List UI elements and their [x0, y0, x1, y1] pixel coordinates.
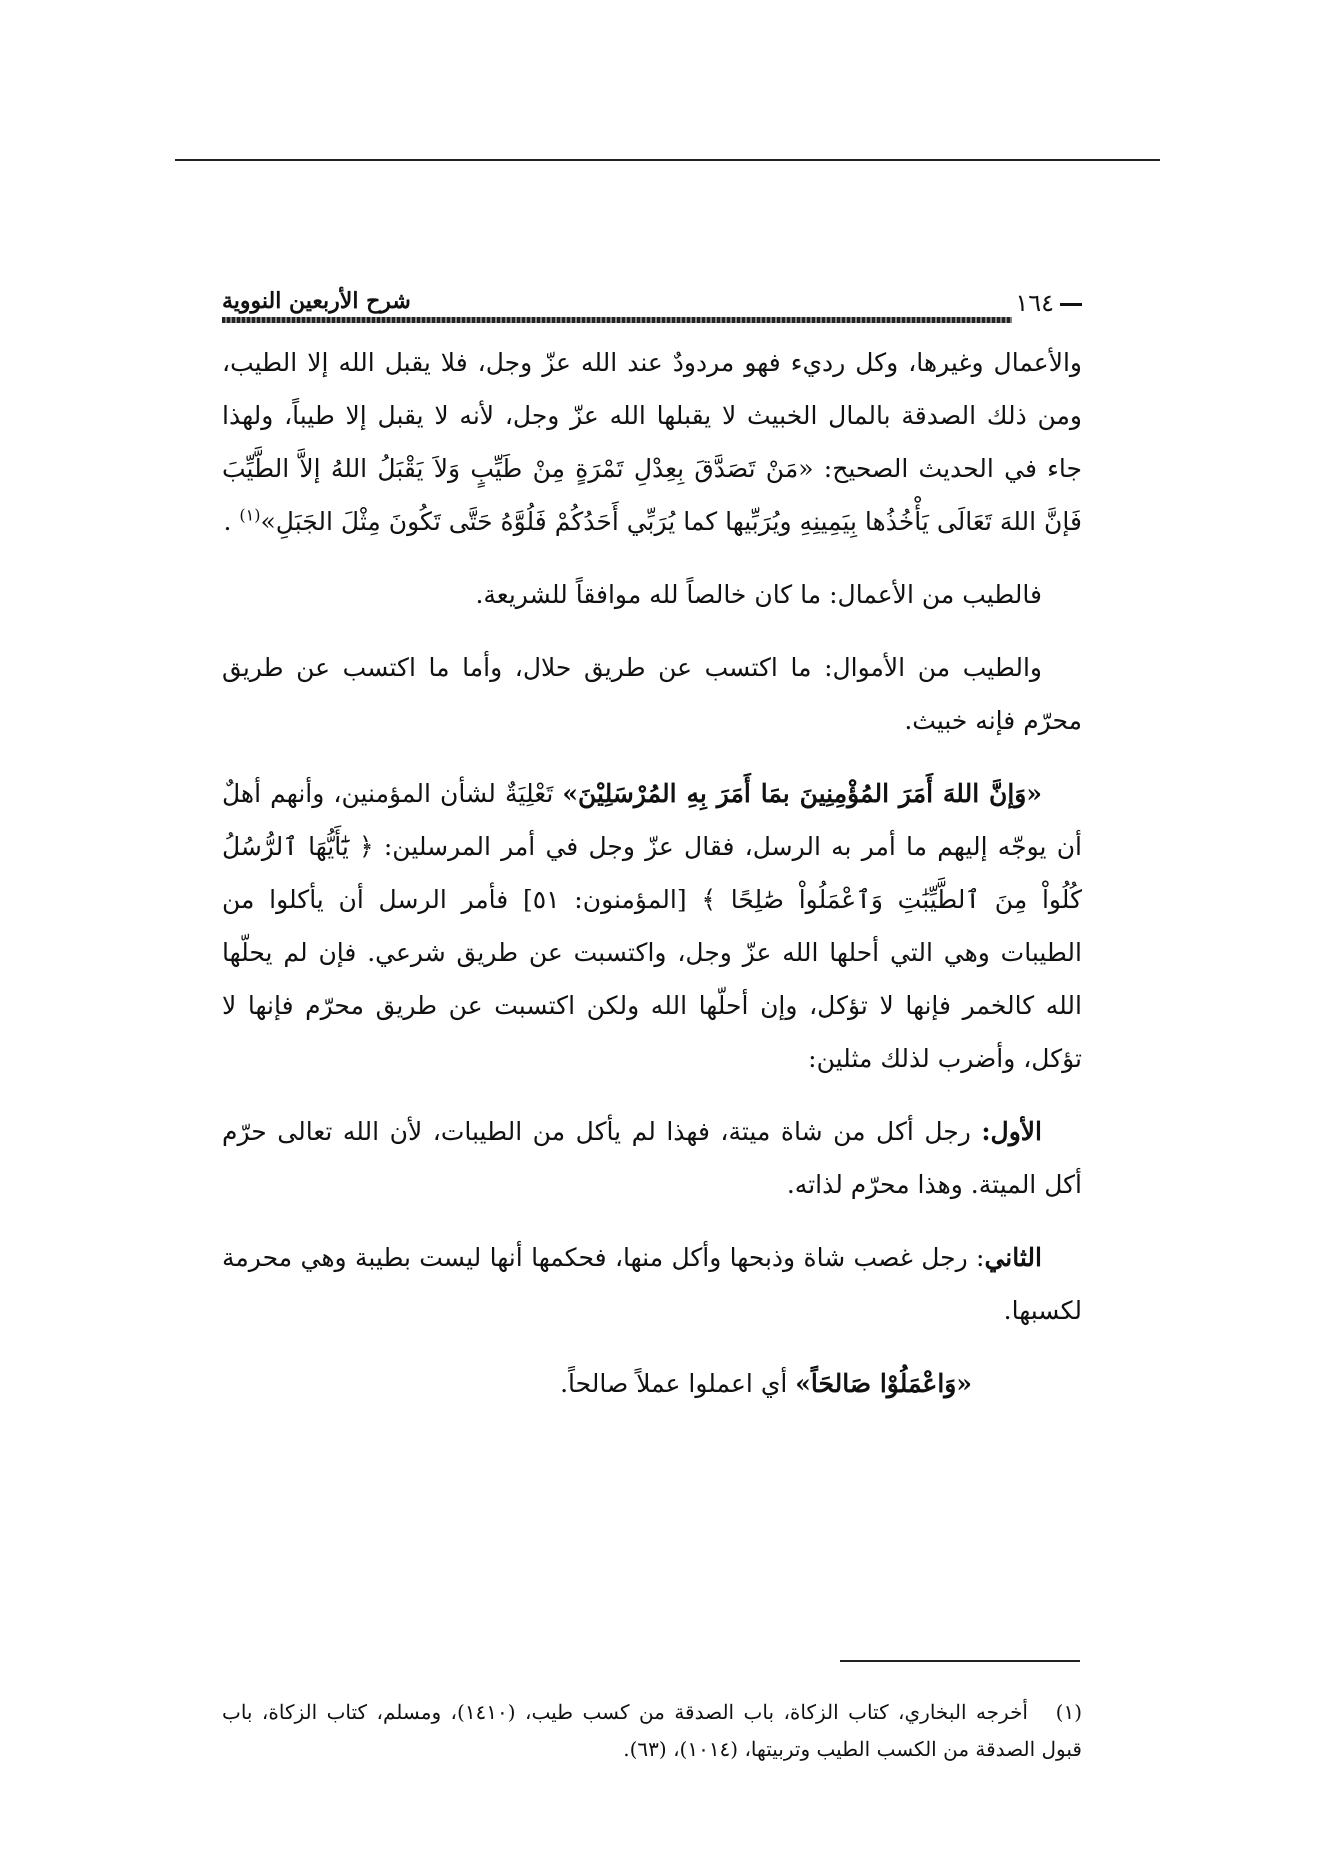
footnote-text: أخرجه البخاري، كتاب الزكاة، باب الصدقة من كسب طيب، (١٤١٠)، ومسلم، كتاب الزكاة، باب قبول الصدقة من الكسب الطيب وتربيتها، (١٠١٤)، (٦٣).	[222, 1700, 1082, 1761]
example-first-text: رجل أكل من شاة ميتة، فهذا لم يأكل من الطيبات، لأن الله تعالى حرّم أكل الميتة. وهذا محرّم لذاته.	[222, 1117, 1082, 1199]
footnote-number: (١)	[1055, 1700, 1082, 1724]
hadith-quote-believers: «وَإنَّ اللهَ أَمَرَ المُؤْمِنِينَ بمَا أَمَرَ بِهِ المُرْسَلِيْنَ»	[562, 779, 1042, 808]
paragraph-7-text: أي اعملوا عملاً صالحاً.	[560, 1369, 796, 1398]
paragraph-4-text: تَعْلِيَةٌ لشأن المؤمنين، وأنهم أهلٌ أن يوجّه إليهم ما أمر به الرسل، فقال عزّ وجل في أمر المرسلين: ﴿ يَٰٓأَيُّهَا ٱلرُّسُلُ كُلُواْ مِنَ ٱلطَّيِّبَٰتِ وَٱعْمَلُواْ صَٰلِحًا ﴾ [المؤمنون: ٥١] فأمر الرسل أن يأكلوا من الطيبات وهي التي أحلها الله عزّ وجل، واكتسبت عن طريق شرعي. فإن لم يحلّها الله كالخمر فإنها لا تؤكل، وإن أحلّها الله ولكن اكتسبت عن طريق محرّم فإنها لا تؤكل، وأضرب لذلك مثلين:	[222, 779, 1082, 1073]
example-second-text: : رجل غصب شاة وذبحها وأكل منها، فحكمها أنها ليست بطيبة وهي محرمة لكسبها.	[222, 1243, 1082, 1325]
main-text	[222, 336, 1082, 1410]
paragraph-3: والطيب من الأموال: ما اكتسب عن طريق حلال، وأما ما اكتسب عن طريق محرّم فإنه خبيث.	[222, 653, 1082, 735]
paragraph-7	[222, 1357, 1082, 1410]
example-second-label: الثاني	[984, 1243, 1042, 1272]
footnote-marker: (١)	[239, 505, 261, 525]
paragraph-1-text: والأعمال وغيرها، وكل رديء فهو مردودٌ عند الله عزّ وجل، فلا يقبل الله إلا الطيب، ومن ذلك الصدقة بالمال الخبيث لا يقبلها الله عزّ وجل، لأنه لا يقبل إلا طيباً، ولهذا جاء في الحديث الصحيح: «مَنْ تَصَدَّقَ بِعِدْلِ تَمْرَةٍ مِنْ طَيِّبٍ وَلاَ يَقْبَلُ اللهُ إلاَّ الطَّيِّبَ فَإنَّ اللهَ تَعَالَى يَأْخُذُها بِيَمِينِهِ ويُرَبِّيها كما يُرَبِّي أَحَدُكُمْ فَلُوَّهُ حَتَّى تَكُونَ مِثْلَ الجَبَلِ»	[222, 348, 1082, 536]
paragraph-1-end: .	[223, 507, 232, 536]
paragraph-6	[222, 1231, 1082, 1337]
paragraph-1	[222, 336, 1082, 548]
paragraph-4	[222, 767, 1082, 1085]
book-title: شرح الأربعين النووية	[222, 288, 411, 314]
header-ornament-band	[222, 317, 1012, 323]
footnote-rule	[840, 1660, 1080, 1662]
page-number	[1015, 286, 1082, 320]
hadith-quote-righteous: «وَاعْمَلُوْا صَالحَاً»	[795, 1369, 972, 1398]
running-header	[222, 286, 1082, 326]
top-rule	[175, 159, 1160, 161]
example-first-label: الأول:	[981, 1117, 1042, 1146]
paragraph-2: فالطيب من الأعمال: ما كان خالصاً لله موافقاً للشريعة.	[475, 580, 1042, 609]
page-number-dash	[1060, 303, 1082, 306]
page-number-text: ١٦٤	[1015, 289, 1054, 317]
footnote	[222, 1694, 1082, 1768]
paragraph-5	[222, 1105, 1082, 1211]
